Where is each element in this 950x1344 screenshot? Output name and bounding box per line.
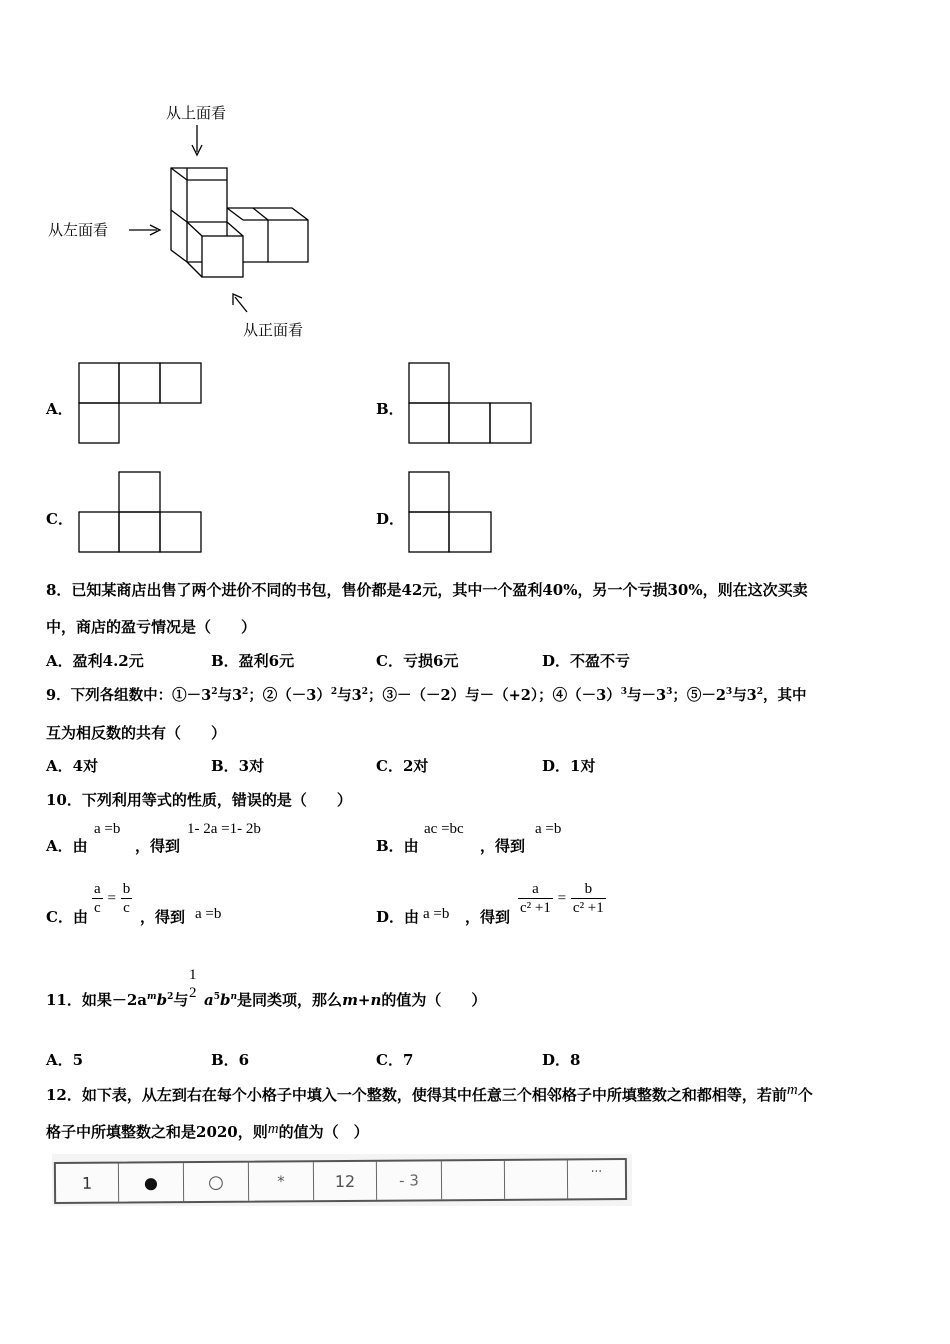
q11-stem: 11．如果$-2a^mb^2$与 [46,991,189,1009]
q10-a-mid: ，得到 [135,837,181,855]
q10-c-expr2: a =b [195,906,222,922]
option-c-label[interactable]: C． [46,510,73,528]
strip-cell: ··· [590,1164,603,1179]
q12-line2: 格子中所填整数之和是2020，则m的值为（ ） [46,1121,369,1141]
q9-option-d[interactable]: D．1对 [542,757,596,775]
q10-option-a[interactable]: A．由 [46,837,88,855]
strip-cell: ● [119,1163,184,1201]
q10-b-expr2: a =b [535,821,562,837]
q10-option-d[interactable]: D．由 [376,908,420,926]
strip-cell: 12 [314,1162,377,1200]
cube-figure [0,0,400,340]
strip-cell: ○ [184,1163,249,1201]
q10-a-expr2: 1- 2a =1- 2b [187,821,261,837]
option-d-view [408,471,498,554]
q10-c-mid: ，得到 [140,908,186,926]
q11-option-c[interactable]: C．7 [376,1051,414,1069]
q8-option-d[interactable]: D．不盈不亏 [542,652,631,670]
q8-line2: 中，商店的盈亏情况是（ ） [46,618,257,636]
q10-option-b[interactable]: B．由 [376,837,419,855]
q10-b-mid: ，得到 [480,837,526,855]
q10-d-mid: ，得到 [465,908,511,926]
top-view-label: 从上面看 [166,104,227,122]
q8-option-b[interactable]: B．盈利6元 [211,652,295,670]
option-a-label[interactable]: A． [46,400,73,418]
strip-cell [505,1160,568,1198]
q11-option-a[interactable]: A．5 [46,1051,84,1069]
q12-line1: 12．如下表，从左到右在每个小格子中填入一个整数，使得其中任意三个相邻格子中所填整数之和都相等，若前m个 [46,1082,813,1104]
front-view-label: 从正面看 [243,321,304,339]
option-c-view [78,471,203,554]
q9-line2: 互为相反数的共有（ ） [46,724,227,742]
q11-option-d[interactable]: D．8 [542,1051,581,1069]
q10-d-expr1: a =b [423,906,450,922]
q10-d-expr2: $\frac{a}{\text{c² +1}}$ = $\frac{b}{\text{c² +1}}$ [520,881,604,916]
option-b-view [408,362,533,445]
q9-line1: 9．下列各组数中：$①-3^2$与$3^2$；$②(-3)^2$与$3^2$；③－（－2）与－（+2）；$④(-3)^3$与$-3^3$；$⑤-2^3$与$3^2$，其中 [46,687,807,704]
q10-b-expr1: ac =bc [424,821,464,837]
left-view-label: 从左面看 [48,221,109,239]
q8-option-c[interactable]: C．亏损6元 [376,652,459,670]
option-a-view [78,362,203,445]
option-b-label[interactable]: B． [376,400,404,418]
q10-c-expr1: $\frac{a}{c}$ = $\frac{b}{c}$ [94,881,131,916]
q10-a-expr1: a =b [94,821,121,837]
q10-option-c[interactable]: C．由 [46,908,88,926]
strip-cell [442,1161,505,1199]
option-d-label[interactable]: D． [376,510,405,528]
q8-option-a[interactable]: A．盈利4.2元 [46,652,144,670]
q9-option-c[interactable]: C．2对 [376,757,429,775]
q10-stem: 10．下列利用等式的性质，错误的是（ ） [46,791,352,809]
strip-cell: * [249,1162,314,1200]
number-strip [52,1154,632,1206]
strip-cell: - 3 [377,1161,442,1199]
q11-fraction: 1 2 [189,967,197,1001]
strip-cell: 1 [56,1164,119,1202]
q9-option-a[interactable]: A．4对 [46,757,99,775]
q9-option-b[interactable]: B．3对 [211,757,265,775]
q11-option-b[interactable]: B．6 [211,1051,250,1069]
q8-line1: 8．已知某商店出售了两个进价不同的书包，售价都是42元，其中一个盈利40%，另一个亏损30%，则在这次买卖 [46,581,808,599]
q11-stem-tail: $a^5b^n$是同类项，那么m+n的值为（ ） [204,991,487,1009]
